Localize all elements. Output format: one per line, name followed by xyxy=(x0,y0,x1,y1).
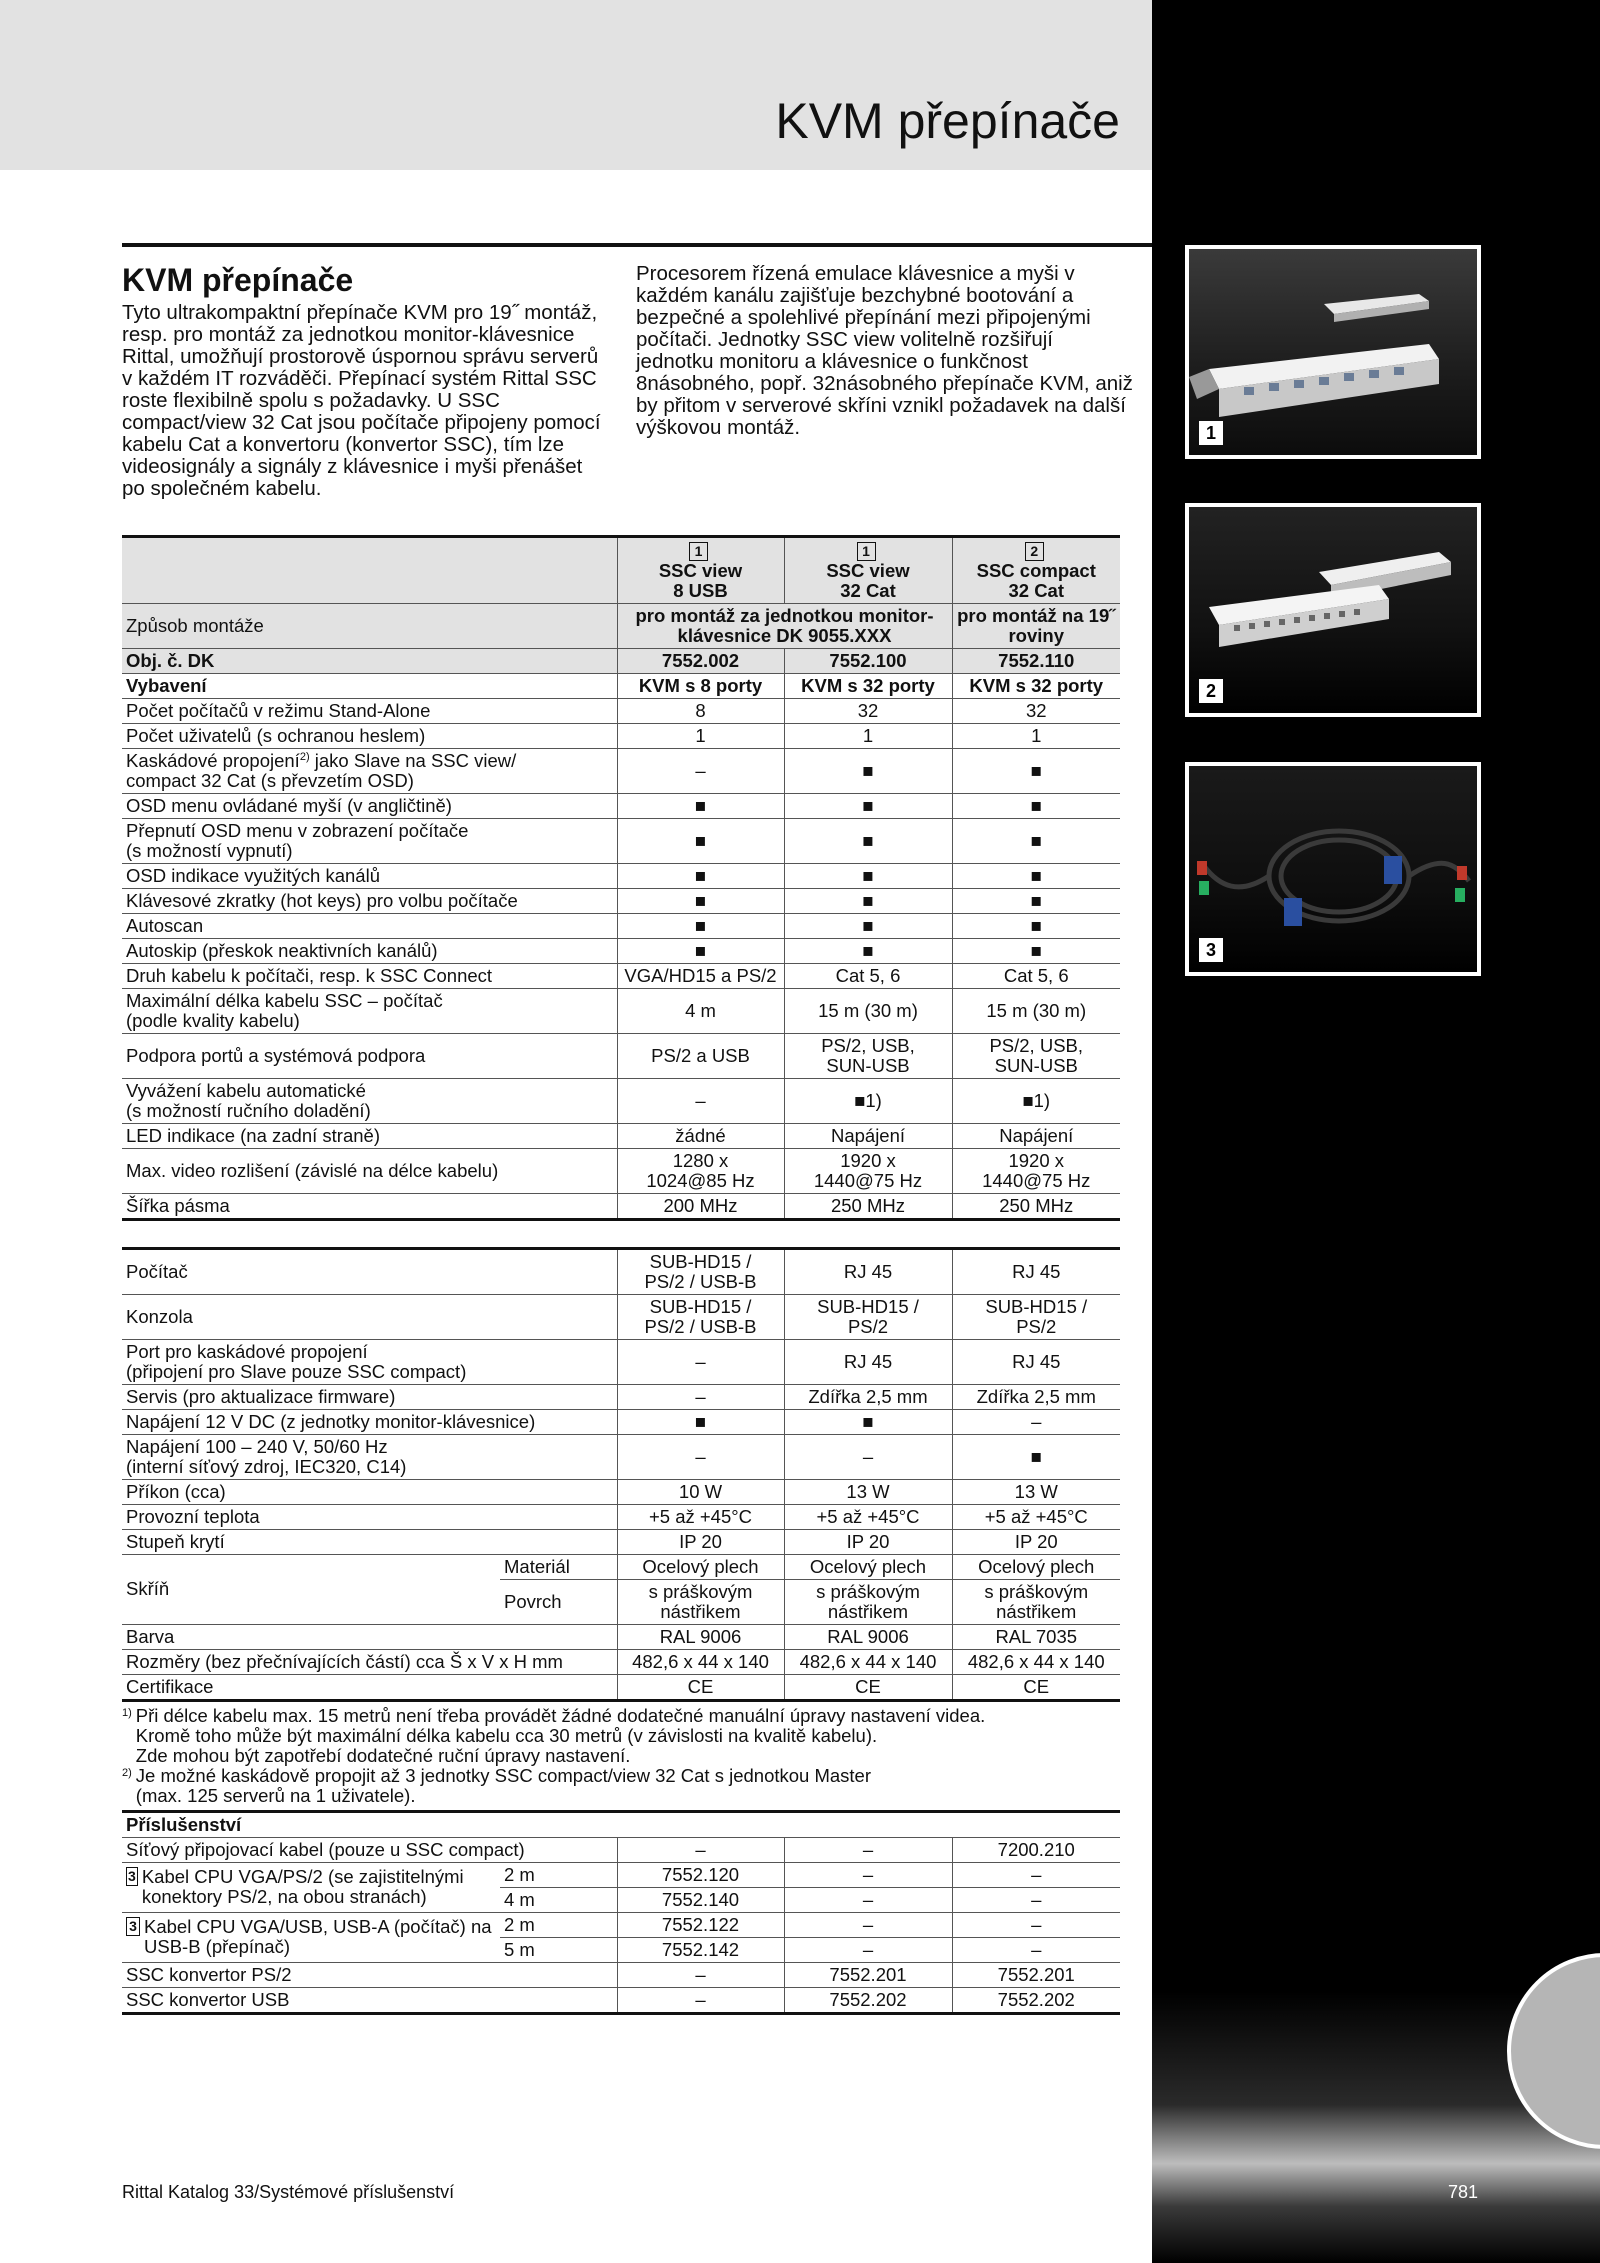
table-row: Šířka pásma 200 MHz 250 MHz 250 MHz xyxy=(122,1193,1120,1219)
table-row: Přepnutí OSD menu v zobrazení počítače (s možností vypnutí) ■ ■ ■ xyxy=(122,818,1120,863)
equipment-row: Vybavení KVM s 8 porty KVM s 32 porty KVM s 32 porty xyxy=(122,673,1120,698)
section-title: KVM přepínače xyxy=(122,262,354,298)
photo-number: 2 xyxy=(1199,679,1223,703)
accessory-row: 5 m 7552.142 – – xyxy=(122,1937,1120,1962)
table-row: Napájení 100 – 240 V, 50/60 Hz (interní síťový zdroj, IEC320, C14) – – ■ xyxy=(122,1434,1120,1479)
accessory-row: SSC konvertor PS/2 – 7552.201 7552.201 xyxy=(122,1962,1120,1987)
table-row: Podpora portů a systémová podpora PS/2 a USB PS/2, USB, SUN-USB PS/2, USB, SUN-USB xyxy=(122,1033,1120,1078)
accessory-row: Síťový připojovací kabel (pouze u SSC compact) – – 7200.210 xyxy=(122,1837,1120,1862)
table-row: Provozní teplota +5 až +45°C +5 až +45°C +5 až +45°C xyxy=(122,1504,1120,1529)
top-rule xyxy=(122,243,1152,247)
table-row: Kaskádové propojení$^{2)}$ jako Slave na SSC view/ compact 32 Cat (s převzetím OSD) – ■ ■ xyxy=(122,748,1120,793)
table-row: Autoscan ■ ■ ■ xyxy=(122,913,1120,938)
section-gap xyxy=(122,1219,1120,1248)
column-header: 1 SSC view 8 USB xyxy=(617,537,784,604)
page-number: 781 xyxy=(1448,2182,1479,2202)
table-row: Počet uživatelů (s ochranou heslem) 1 1 1 xyxy=(122,723,1120,748)
table-row: Autoskip (přeskok neaktivních kanálů) ■ ■ ■ xyxy=(122,938,1120,963)
footnote-2: Je možné kaskádově propojit až 3 jednotky SSC compact/view 32 Cat s jednotkou Master (max. 125 serverů na 1 uživatele). xyxy=(135,1764,872,1806)
accessory-row: 3 Kabel CPU VGA/USB, USB-A (počítač) na USB-B (přepínač) 2 m 7552.122 – – xyxy=(122,1912,1120,1937)
table-row: Příkon (cca) 10 W 13 W 13 W xyxy=(122,1479,1120,1504)
footnotes-row xyxy=(122,1700,1120,1811)
table-row: Napájení 12 V DC (z jednotky monitor-klávesnice) ■ ■ – xyxy=(122,1409,1120,1434)
table-header-row xyxy=(122,537,1120,604)
housing-material-row: Skříň Materiál Ocelový plech Ocelový plech Ocelový plech xyxy=(122,1554,1120,1579)
column-header: 2 SSC compact 32 Cat xyxy=(952,537,1120,604)
table-row: Max. video rozlišení (závislé na délce kabelu) 1280 x 1024@85 Hz 1920 x 1440@75 Hz 1920 x 1440@75 Hz xyxy=(122,1148,1120,1193)
table-row: OSD indikace využitých kanálů ■ ■ ■ xyxy=(122,863,1120,888)
photo-2 xyxy=(1185,503,1481,717)
table-row: Stupeň krytí IP 20 IP 20 IP 20 xyxy=(122,1529,1120,1554)
mounting-row: Způsob montáže pro montáž za jednotkou monitor-klávesnice DK 9055.XXX pro montáž na 19˝ roviny xyxy=(122,603,1120,648)
photo-3 xyxy=(1185,762,1481,976)
table-row: LED indikace (na zadní straně) žádné Napájení Napájení xyxy=(122,1123,1120,1148)
intro-text-left: Tyto ultrakompaktní přepínače KVM pro 19˝ montáž, resp. pro montáž za jednotkou monitor-klávesnice Rittal, umožňují prostorově úspornou správu serverů v každém IT rozváděči. Přepínací systém Rittal SSC roste flexibilně spolu s požadavky. U SSC compact/view 32 Cat jsou počítače připojeny pomocí kabelu Cat a konvertoru (konvertor SSC), tím lze videosignály a signály z klávesnice i myši přenášet po společném kabelu. xyxy=(122,301,601,500)
page-header-title: KVM přepínače xyxy=(775,93,1120,149)
table-row: Vyvážení kabelu automatické (s možností ručního doladění) – ■1) ■1) xyxy=(122,1078,1120,1123)
housing-surface-row: Povrch s práškovým nástřikem s práškovým nástřikem s práškovým nástřikem xyxy=(122,1579,1120,1624)
table-row: Maximální délka kabelu SSC – počítač (podle kvality kabelu) 4 m 15 m (30 m) 15 m (30 m) xyxy=(122,988,1120,1033)
kvm-compact-image xyxy=(1189,507,1477,713)
table-row: Klávesové zkratky (hot keys) pro volbu počítače ■ ■ ■ xyxy=(122,888,1120,913)
accessory-row: 3 Kabel CPU VGA/PS/2 (se zajistitelnými konektory PS/2, na obou stranách) 2 m 7552.120 – – xyxy=(122,1862,1120,1887)
photo-number: 1 xyxy=(1199,421,1223,445)
intro-text-right: Procesorem řízená emulace klávesnice a myši v každém kanálu zajišťuje bezchybné bootování a bezpečné a spolehlivé přepínání mezi připojenými počítači. Jednotky SSC view volitelně rozšiřují jednotku monitoru a klávesnice o funkčnost 8násobného, popř. 32násobného přepínače KVM, aniž by přitom v serverové skříni vznikl požadavek na další výškovou montáž. xyxy=(636,262,1133,439)
footnote-mark: 1) xyxy=(122,1706,132,1719)
table-row: Servis (pro aktualizace firmware) – Zdířka 2,5 mm Zdířka 2,5 mm xyxy=(122,1384,1120,1409)
photo-1 xyxy=(1185,245,1481,459)
accessory-row: 4 m 7552.140 – – xyxy=(122,1887,1120,1912)
table-row: Počítač SUB-HD15 / PS/2 / USB-B RJ 45 RJ 45 xyxy=(122,1248,1120,1294)
column-header: 1 SSC view 32 Cat xyxy=(784,537,952,604)
accessories-title-row: Příslušenství xyxy=(122,1811,1120,1837)
order-number-row: Obj. č. DK 7552.002 7552.100 7552.110 xyxy=(122,648,1120,673)
footnote-mark: 2) xyxy=(122,1766,132,1779)
table-row: Počet počítačů v režimu Stand-Alone 8 32 32 xyxy=(122,698,1120,723)
table-row: Rozměry (bez přečnívajících částí) cca Š x V x H mm 482,6 x 44 x 140 482,6 x 44 x 140 482,6 x 44 x 140 xyxy=(122,1649,1120,1674)
table-row: Certifikace CE CE CE xyxy=(122,1674,1120,1700)
footer-catalog: Rittal Katalog 33/Systémové příslušenství xyxy=(122,2182,455,2202)
accessory-row: SSC konvertor USB – 7552.202 7552.202 xyxy=(122,1987,1120,2013)
footnote-1: Při délce kabelu max. 15 metrů není třeba provádět žádné dodatečné manuální úpravy nastavení videa. Kromě toho může být maximální délka kabelu cca 30 metrů (v závislosti na kvalitě kabelu). Zde mohou být zapotřebí dodatečné ruční úpravy nastavení. xyxy=(135,1704,986,1766)
table-row: Barva RAL 9006 RAL 9006 RAL 7035 xyxy=(122,1624,1120,1649)
table-row: Port pro kaskádové propojení (připojení pro Slave pouze SSC compact) – RJ 45 RJ 45 xyxy=(122,1339,1120,1384)
table-row: Druh kabelu k počítači, resp. k SSC Connect VGA/HD15 a PS/2 Cat 5, 6 Cat 5, 6 xyxy=(122,963,1120,988)
kvm-switch-image xyxy=(1189,249,1477,455)
cable-image xyxy=(1189,766,1477,972)
table-row: Konzola SUB-HD15 / PS/2 / USB-B SUB-HD15 / PS/2 SUB-HD15 / PS/2 xyxy=(122,1294,1120,1339)
spec-table xyxy=(122,535,1120,2015)
table-row: OSD menu ovládané myší (v angličtině) ■ ■ ■ xyxy=(122,793,1120,818)
photo-number: 3 xyxy=(1199,938,1223,962)
